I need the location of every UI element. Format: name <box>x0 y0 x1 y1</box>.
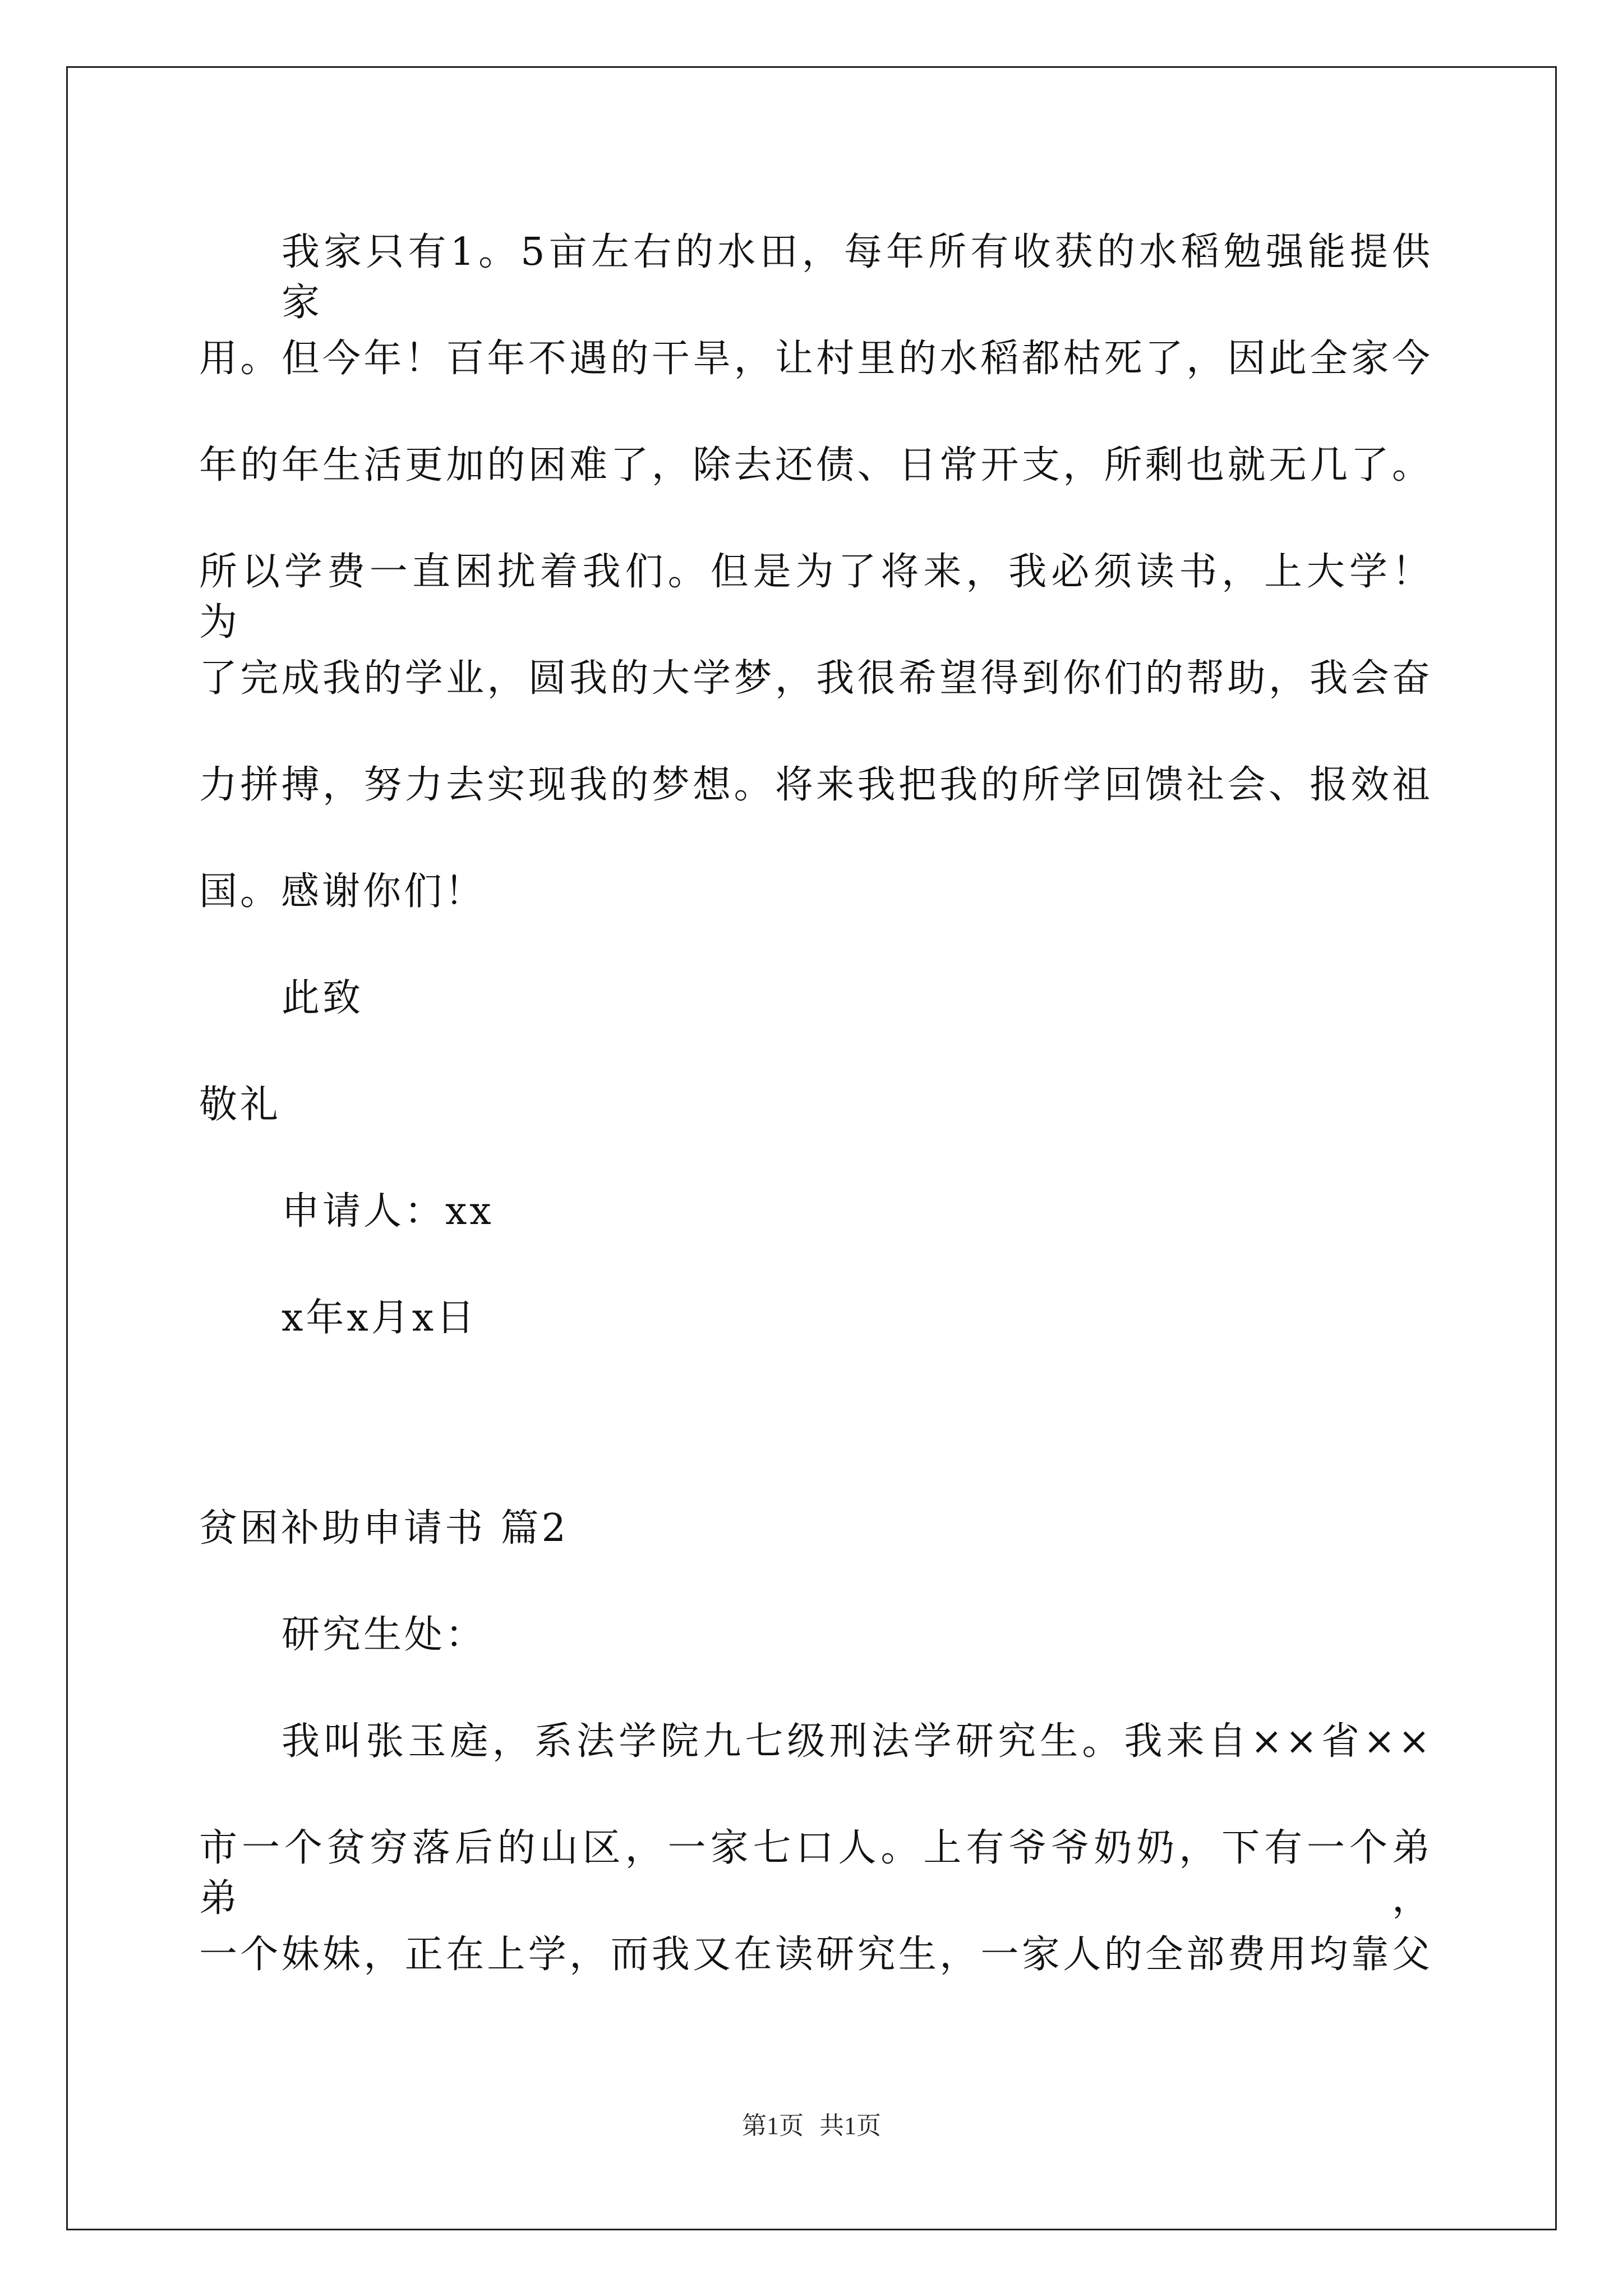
paragraph1-line-6: 力拼搏，努力去实现我的梦想。将来我把我的所学回馈社会、报效祖 <box>199 763 1433 807</box>
paragraph1-line-2: 用。但今年！百年不遇的干旱，让村里的水稻都枯死了，因此全家今 <box>199 337 1433 381</box>
page-number: 第1页 <box>742 2112 804 2139</box>
section2-line-2: 市一个贫穷落后的山区，一家七口人。上有爷爷奶奶，下有一个弟弟， <box>199 1826 1433 1921</box>
addressee: 研究生处： <box>282 1613 487 1657</box>
paragraph1-line-7: 国。感谢你们！ <box>199 869 486 914</box>
section2-heading: 贫困补助申请书 篇2 <box>199 1506 569 1550</box>
paragraph1-line-1: 我家只有1。5亩左右的水田，每年所有收获的水稻勉强能提供家 <box>282 230 1433 325</box>
paragraph1-line-3: 年的年生活更加的困难了，除去还债、日常开支，所剩也就无几了。 <box>199 443 1433 487</box>
salutation-ci-zhi: 此致 <box>282 976 364 1020</box>
page-footer <box>0 2109 1623 2143</box>
section2-line-3: 一个妹妹，正在上学，而我又在读研究生，一家人的全部费用均靠父 <box>199 1932 1433 1977</box>
paragraph1-line-5: 了完成我的学业，圆我的大学梦，我很希望得到你们的帮助，我会奋 <box>199 656 1433 701</box>
date-line: x年x月x日 <box>282 1296 478 1340</box>
section2-line-1: 我叫张玉庭，系法学院九七级刑法学研究生。我来自××省×× <box>282 1719 1433 1764</box>
salutation-jing-li: 敬礼 <box>199 1083 282 1127</box>
page-total: 共1页 <box>819 2112 881 2139</box>
applicant-line: 申请人：xx <box>282 1189 494 1234</box>
paragraph1-line-4: 所以学费一直困扰着我们。但是为了将来，我必须读书，上大学！ 为 <box>199 550 1433 645</box>
